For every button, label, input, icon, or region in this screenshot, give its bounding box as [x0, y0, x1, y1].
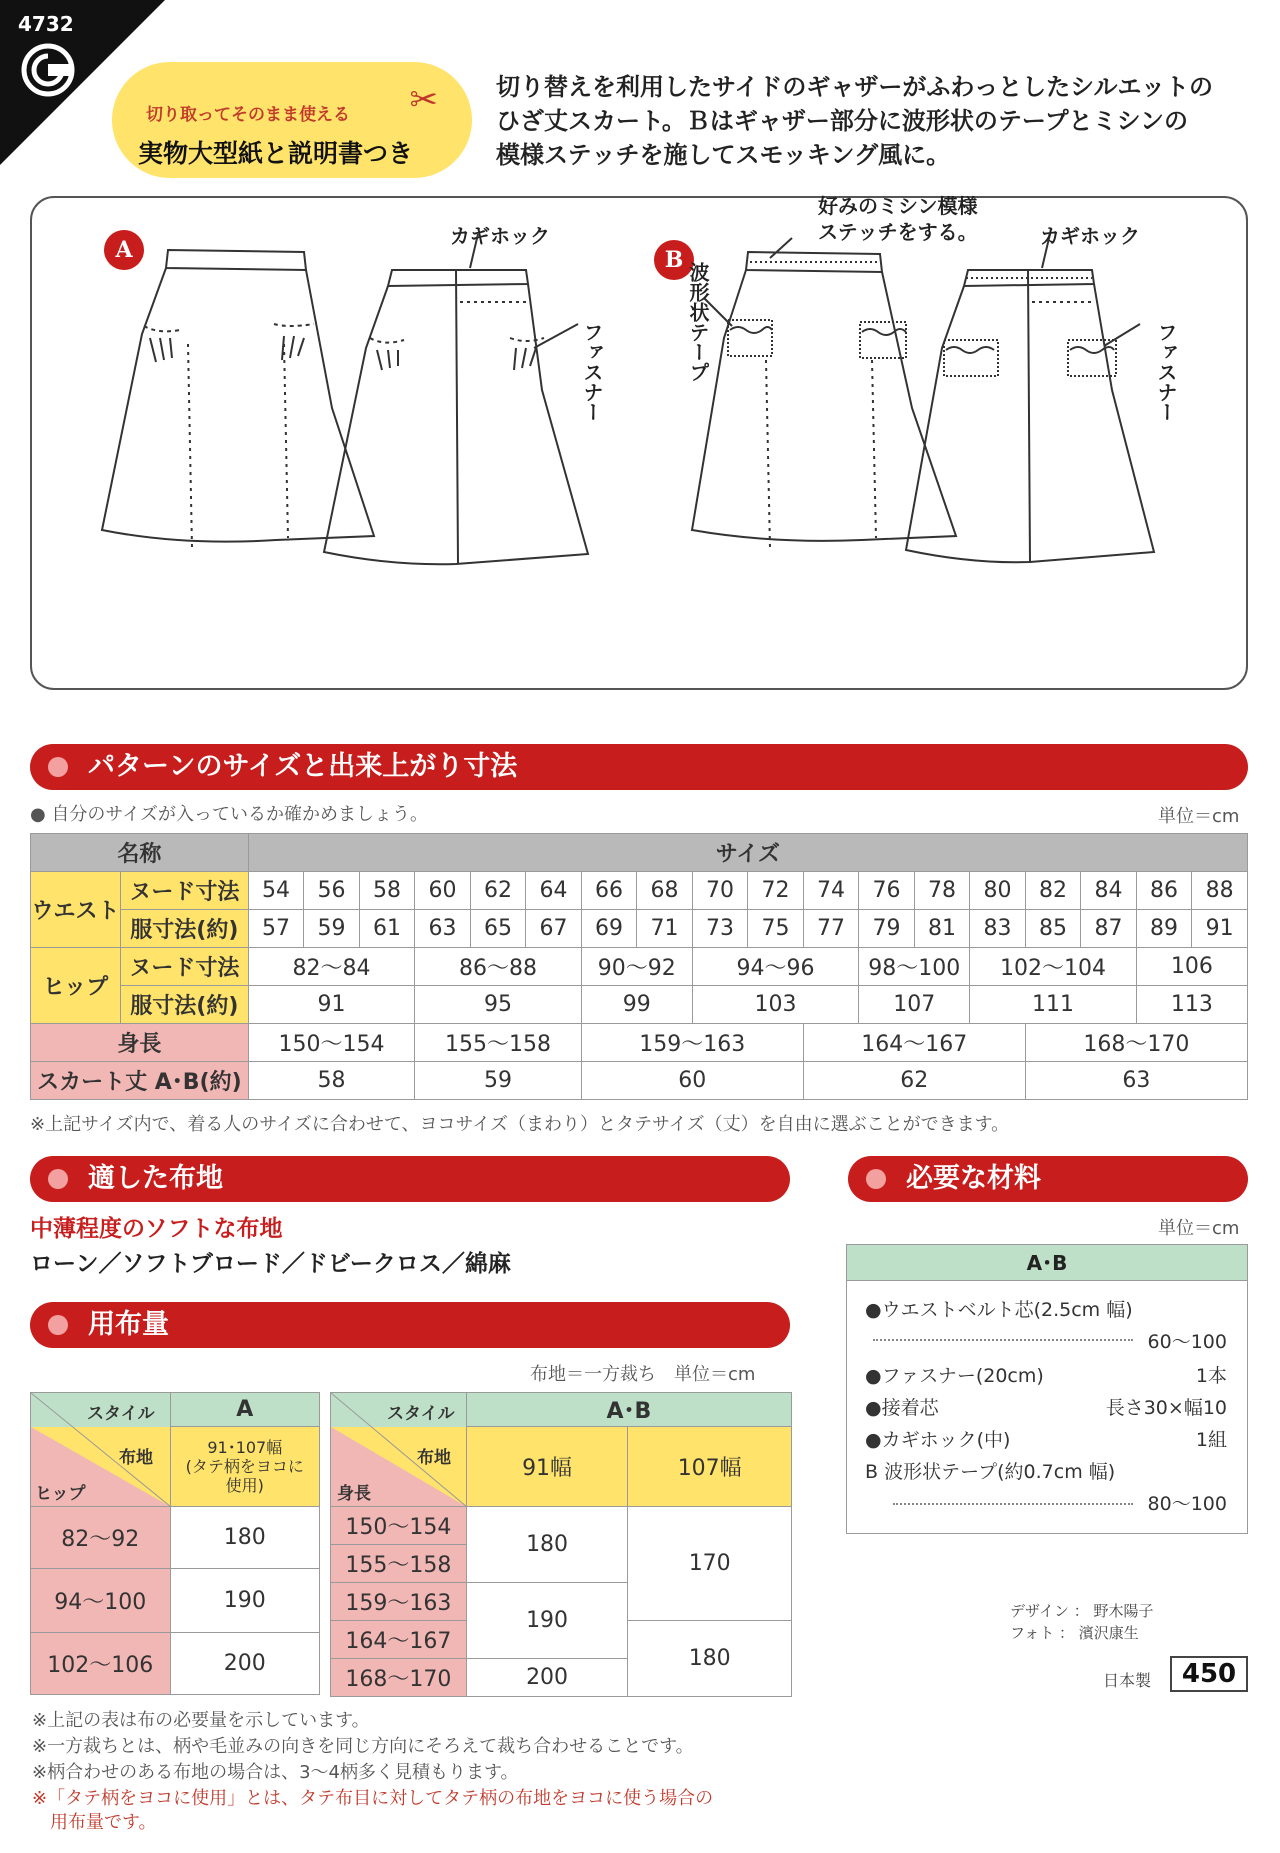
size-footnote: ※上記サイズ内で、着る人のサイズに合わせて、ヨコサイズ（まわり）とタテサイズ（丈）を自由に選ぶことができます。 [30, 1114, 1010, 1135]
pill-title: 実物大型紙と説明書つき [138, 139, 414, 168]
cell: 82〜84 [248, 948, 415, 986]
cell: 107 [859, 986, 970, 1024]
zipper-label-a: ファスナー [580, 322, 604, 422]
cell: 168〜170 [331, 1659, 467, 1697]
cell: 102〜104 [970, 948, 1137, 986]
width-line: 使用) [225, 1476, 264, 1495]
intro-line: ひざ丈スカート。Ｂはギャザー部分に波形状のテープとミシンの [496, 107, 1189, 135]
stitch-label-line1: 好みのミシン模様 [818, 194, 978, 218]
design-credit: デザイン ： 野木陽子 [1010, 1602, 1154, 1620]
footnote: ※一方裁ちとは、柄や毛並みの向きを同じ方向にそろえて裁ち合わせることです。 [32, 1736, 694, 1757]
brand-logo-icon [20, 42, 76, 98]
cell: 56 [304, 872, 360, 910]
cell: 91 [248, 986, 415, 1024]
style-ab-head: A･B [466, 1393, 791, 1427]
cell: 66 [581, 872, 637, 910]
cell: 180 [628, 1621, 792, 1697]
table-row [31, 1024, 1248, 1062]
cell: 155〜158 [415, 1024, 582, 1062]
cell: 65 [470, 910, 526, 948]
pattern-number: 4732 [18, 12, 74, 36]
material-item: ●カギホック(中) [865, 1429, 1011, 1451]
material-value: 1組 [1195, 1429, 1227, 1451]
hook-label-a: カギホック [450, 224, 550, 248]
footnote: ※「タテ柄をヨコに使用」とは、タテ布目に対してタテ柄の布地をヨコに使う場合の [32, 1788, 714, 1809]
cell: 159〜163 [581, 1024, 803, 1062]
height-label: 身長 [337, 1484, 371, 1504]
table-row [31, 1507, 320, 1569]
table-row [31, 910, 1248, 948]
full-size-pattern-badge [112, 62, 472, 178]
yardage-note: 布地＝一方裁ち 単位＝cm [530, 1364, 756, 1385]
cell: 88 [1192, 872, 1248, 910]
cell: 76 [859, 872, 915, 910]
cell: 58 [359, 872, 415, 910]
materials-section-header [848, 1156, 1248, 1202]
garment-label: 服寸法(約) [120, 910, 248, 948]
fabric-subtitle: 中薄程度のソフトな布地 [30, 1216, 283, 1242]
cell: 159〜163 [331, 1583, 467, 1621]
material-value: 80〜100 [1147, 1493, 1227, 1515]
style-a-badge: A [104, 230, 144, 270]
diag-header [31, 1393, 171, 1507]
cell: 89 [1136, 910, 1192, 948]
cell: 180 [466, 1507, 628, 1583]
cell: 111 [970, 986, 1137, 1024]
size-section-header [30, 744, 1248, 790]
footnote: ※上記の表は布の必要量を示しています。 [32, 1710, 370, 1731]
table-row [331, 1507, 792, 1545]
head-name: 名称 [31, 834, 249, 872]
scissors-icon: ✂ [409, 80, 438, 120]
table-row [331, 1393, 792, 1427]
cell: 94〜96 [692, 948, 859, 986]
cell: 69 [581, 910, 637, 948]
hip-label: ヒップ [31, 948, 121, 1024]
nude-label: ヌード寸法 [120, 872, 248, 910]
footnote: 用布量です。 [32, 1812, 157, 1833]
col-91-head: 91幅 [466, 1427, 628, 1507]
cell: 91 [1192, 910, 1248, 948]
material-item: B 波形状テープ(約0.7cm 幅) [865, 1461, 1116, 1483]
bullet-dot-icon [48, 1315, 68, 1335]
cell: 200 [466, 1659, 628, 1697]
fabric-list: ローン／ソフトブロード／ドビークロス／綿麻 [30, 1251, 511, 1277]
size-note: ● 自分のサイズが入っているか確かめましょう。 [30, 804, 428, 825]
cell: 86 [1136, 872, 1192, 910]
cell: 59 [415, 1062, 582, 1100]
cell: 78 [914, 872, 970, 910]
cell: 168〜170 [1025, 1024, 1247, 1062]
cell: 190 [170, 1569, 319, 1633]
cell: 75 [748, 910, 804, 948]
cell: 85 [1025, 910, 1081, 948]
cell: 106 [1136, 948, 1247, 986]
yardage-section-header [30, 1302, 790, 1348]
cell: 73 [692, 910, 748, 948]
material-item: ●ファスナー(20cm) [865, 1365, 1044, 1387]
hook-label-b: カギホック [1040, 224, 1140, 248]
head-size: サイズ [248, 834, 1247, 872]
table-row [31, 1633, 320, 1695]
cell: 94〜100 [31, 1569, 171, 1633]
cell: 81 [914, 910, 970, 948]
cell: 200 [170, 1633, 319, 1695]
cell: 77 [803, 910, 859, 948]
material-item: ●接着芯 [865, 1397, 939, 1419]
credits [1010, 1600, 1154, 1644]
width-line: 91･107幅 [207, 1438, 283, 1457]
style-b-badge: B [654, 240, 694, 280]
pill-subtitle: 切り取ってそのまま使える [146, 105, 350, 125]
yardage-table-a [30, 1392, 320, 1695]
materials-box [846, 1244, 1248, 1534]
style-label: スタイル [87, 1404, 155, 1424]
garment-label: 服寸法(約) [120, 986, 248, 1024]
diag-header [331, 1393, 467, 1507]
section-title: パターンのサイズと出来上がり寸法 [88, 751, 518, 782]
fabric-label: 布地 [417, 1448, 451, 1468]
cell: 190 [466, 1583, 628, 1659]
intro-text [496, 70, 1256, 172]
cell: 164〜167 [331, 1621, 467, 1659]
skirt-length-label: スカート丈 A･B(約) [31, 1062, 249, 1100]
cell: 164〜167 [803, 1024, 1025, 1062]
table-row [31, 834, 1248, 872]
cell: 57 [248, 910, 304, 948]
cell: 155〜158 [331, 1545, 467, 1583]
fabric-label: 布地 [119, 1448, 153, 1468]
yardage-table-ab [330, 1392, 792, 1697]
size-unit: 単位＝cm [1158, 806, 1240, 827]
cell: 83 [970, 910, 1026, 948]
table-row [31, 1569, 320, 1633]
cell: 87 [1081, 910, 1137, 948]
cell: 180 [170, 1507, 319, 1569]
cell: 70 [692, 872, 748, 910]
hip-label: ヒップ [35, 1484, 86, 1504]
cell: 71 [637, 910, 693, 948]
cell: 90〜92 [581, 948, 692, 986]
fabric-section-header [30, 1156, 790, 1202]
cell: 59 [304, 910, 360, 948]
cell: 79 [859, 910, 915, 948]
cell: 63 [1025, 1062, 1247, 1100]
made-in: 日本製 [1103, 1671, 1152, 1690]
intro-line: 模様ステッチを施してスモッキング風に。 [496, 141, 951, 169]
cell: 82〜92 [31, 1507, 171, 1569]
bullet-dot-icon [48, 1169, 68, 1189]
height-label: 身長 [31, 1024, 249, 1062]
cell: 58 [248, 1062, 415, 1100]
cell: 103 [692, 986, 859, 1024]
cell: 68 [637, 872, 693, 910]
material-value: 1本 [1195, 1365, 1227, 1387]
cell: 63 [415, 910, 471, 948]
cell: 150〜154 [248, 1024, 415, 1062]
price-box: 450 [1170, 1656, 1248, 1692]
cell: 82 [1025, 872, 1081, 910]
size-table [30, 833, 1248, 1100]
section-title: 適した布地 [88, 1163, 223, 1194]
bullet-dot-icon [866, 1169, 886, 1189]
skirt-drawings [32, 198, 1250, 692]
table-row [31, 1062, 1248, 1100]
cell: 84 [1081, 872, 1137, 910]
section-title: 用布量 [88, 1309, 169, 1340]
table-row [31, 1393, 320, 1427]
cell: 113 [1136, 986, 1247, 1024]
cell: 64 [526, 872, 582, 910]
cell: 102〜106 [31, 1633, 171, 1695]
footnote: ※柄合わせのある布地の場合は、3〜4柄多く見積もります。 [32, 1762, 519, 1783]
cell: 72 [748, 872, 804, 910]
materials-unit: 単位＝cm [1158, 1218, 1240, 1239]
material-value: 60〜100 [1147, 1331, 1227, 1353]
table-row [31, 986, 1248, 1024]
cell: 67 [526, 910, 582, 948]
photo-credit: フォト ： 濱沢康生 [1010, 1624, 1139, 1642]
cell: 61 [359, 910, 415, 948]
table-row [31, 948, 1248, 986]
intro-line: 切り替えを利用したサイドのギャザーがふわっとしたシルエットの [496, 73, 1213, 101]
cell: 170 [628, 1507, 792, 1621]
illustration-panel [30, 196, 1248, 690]
cell: 60 [581, 1062, 803, 1100]
cell: 98〜100 [859, 948, 970, 986]
cell: 74 [803, 872, 859, 910]
style-label: スタイル [387, 1404, 455, 1424]
col-107-head: 107幅 [628, 1427, 792, 1507]
leader-dots [893, 1503, 1133, 1505]
cell: 95 [415, 986, 582, 1024]
table-row [31, 872, 1248, 910]
style-a-head: A [170, 1393, 319, 1427]
cell: 62 [470, 872, 526, 910]
cell: 54 [248, 872, 304, 910]
nude-label: ヌード寸法 [120, 948, 248, 986]
material-item: ●ウエストベルト芯(2.5cm 幅) [865, 1299, 1133, 1321]
cell: 150〜154 [331, 1507, 467, 1545]
wave-tape-label: 波形状テープ [686, 262, 710, 382]
cell: 62 [803, 1062, 1025, 1100]
cell: 80 [970, 872, 1026, 910]
zipper-label-b: ファスナー [1154, 322, 1178, 422]
section-title: 必要な材料 [906, 1163, 1041, 1194]
material-value: 長さ30×幅10 [1105, 1397, 1227, 1419]
leader-dots [873, 1339, 1133, 1341]
materials-head: A･B [847, 1245, 1247, 1281]
cell: 60 [415, 872, 471, 910]
cell: 99 [581, 986, 692, 1024]
waist-label: ウエスト [31, 872, 121, 948]
width-head [170, 1427, 319, 1507]
width-line: (タテ柄をヨコに [185, 1457, 304, 1476]
cell: 86〜88 [415, 948, 582, 986]
stitch-label-line2: ステッチをする。 [818, 220, 978, 244]
bullet-dot-icon [48, 757, 68, 777]
